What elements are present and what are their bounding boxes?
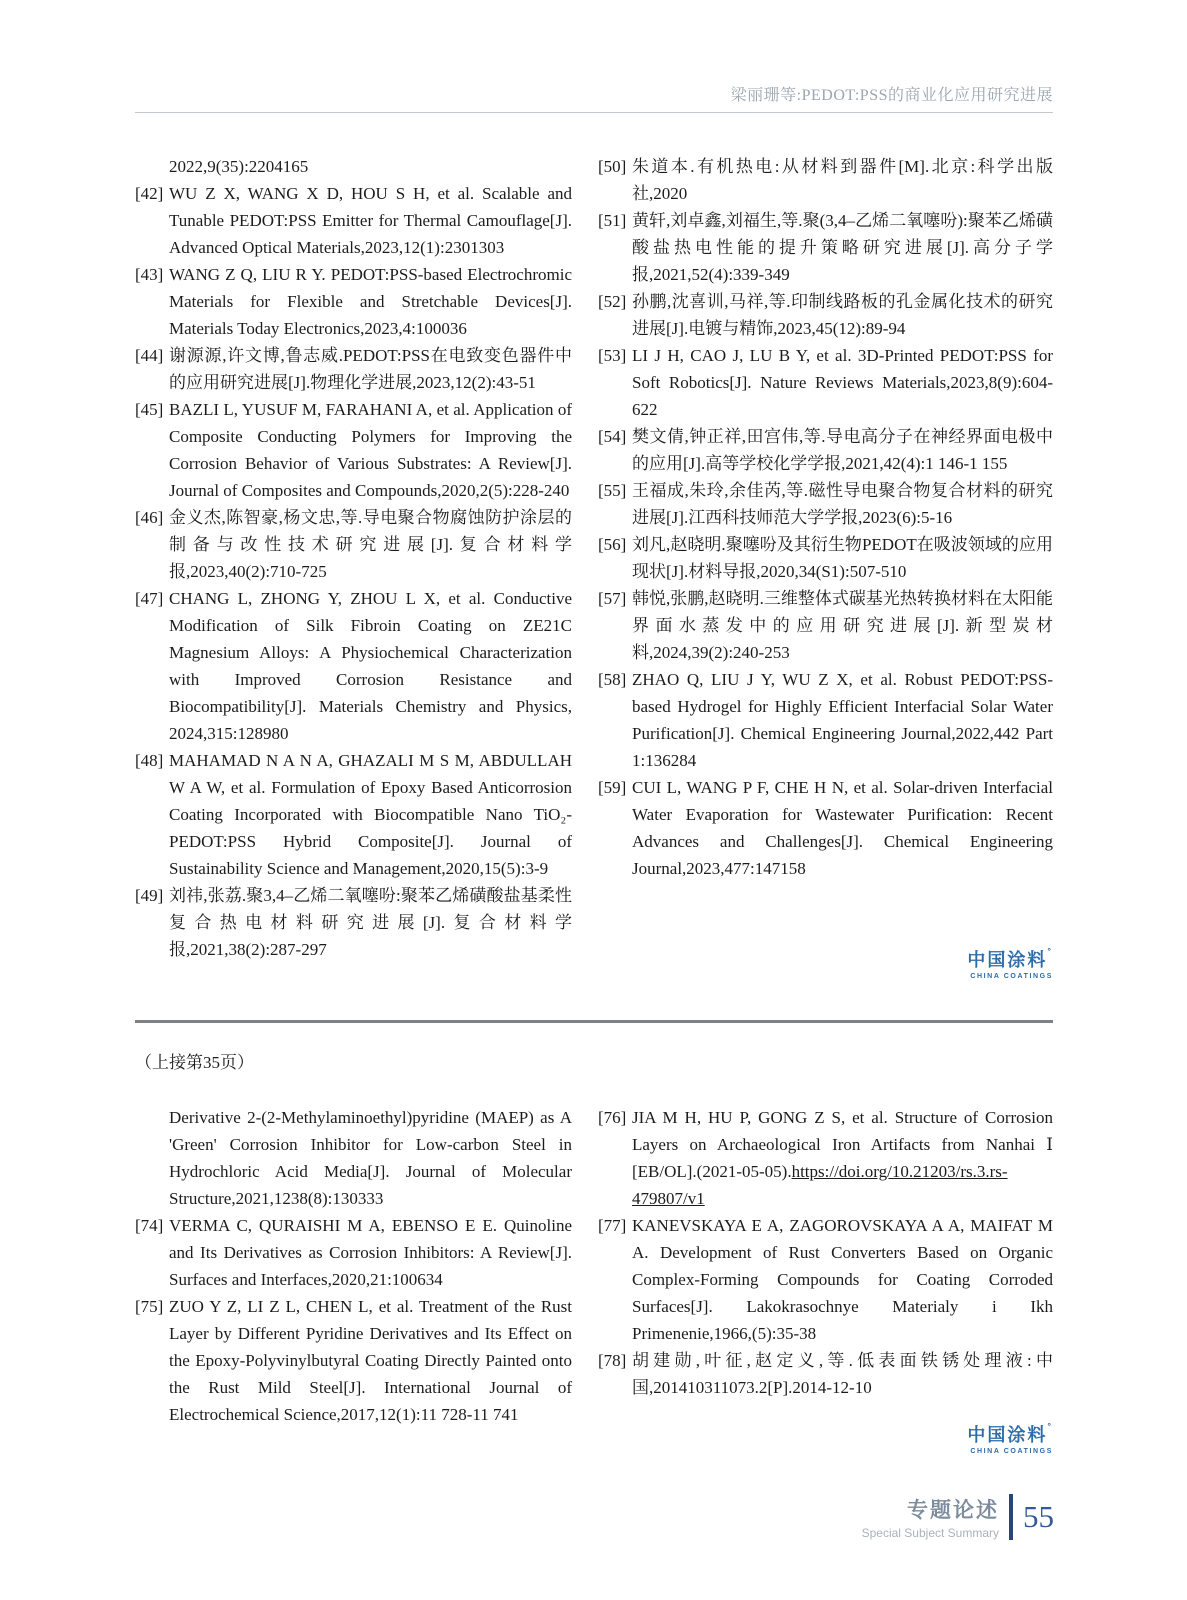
reference-item — [598, 423, 1053, 477]
reference-item — [598, 288, 1053, 342]
reference-item — [135, 1212, 572, 1293]
reference-item — [598, 207, 1053, 288]
reference-number — [135, 1104, 169, 1212]
reference-number: [46] — [135, 508, 164, 527]
top-left-column — [135, 153, 572, 980]
reference-text: 2022,9(35):2204165 — [169, 157, 309, 176]
china-coatings-logo — [598, 1421, 1053, 1455]
reference-item — [135, 882, 572, 963]
reference-item — [135, 747, 572, 882]
reference-number: [45] — [135, 400, 164, 419]
reference-text: ZUO Y Z, LI Z L, CHEN L, et al. Treatment of the Rust Layer by Different Pyridine Derivatives and Its Effect on the Epoxy-Polyvinylbutyral Coating Directly Painted onto the Rust Mild Steel[J]. International Journal of Electrochemical Science,2017,12(1):11 728-11 741 — [169, 1297, 572, 1424]
reference-item — [598, 585, 1053, 666]
reference-item — [598, 153, 1053, 207]
china-coatings-logo — [598, 946, 1053, 980]
reference-text: WU Z X, WANG X D, HOU S H, et al. Scalable and Tunable PEDOT:PSS Emitter for Thermal Camouflage[J]. Advanced Optical Materials,2023,12(1):2301303 — [169, 184, 572, 257]
reference-item — [598, 774, 1053, 882]
reference-number: [52] — [598, 292, 627, 311]
running-head: 梁丽珊等:PEDOT:PSS的商业化应用研究进展 — [730, 87, 1053, 104]
doi-link[interactable]: https://doi.org/10.21203/rs.3.rs-479807/v1 — [632, 1162, 1008, 1208]
references-section-bottom — [135, 1104, 1053, 1455]
reference-item — [598, 477, 1053, 531]
logo-text-en: CHINA COATINGS — [970, 973, 1053, 980]
reference-text: 韩悦,张鹏,赵晓明.三维整体式碳基光热转换材料在太阳能界面水蒸发中的应用研究进展[J].新型炭材料,2024,39(2):240-253 — [632, 589, 1053, 662]
reference-number: [56] — [598, 535, 627, 554]
reference-item — [135, 396, 572, 504]
logo-reg-mark: ° — [1047, 1421, 1053, 1431]
reference-text: 孙鹏,沈喜训,马祥,等.印制线路板的孔金属化技术的研究进展[J].电镀与精饰,2023,45(12):89-94 — [632, 292, 1053, 338]
reference-item — [135, 1293, 572, 1428]
reference-text: CUI L, WANG P F, CHE H N, et al. Solar-driven Interfacial Water Evaporation for Wastewater Purification: Recent Advances and Challenges[J]. Chemical Engineering Journal,2023,477:147158 — [632, 778, 1053, 878]
reference-text: MAHAMAD N A N A, GHAZALI M S M, ABDULLAH W A W, et al. Formulation of Epoxy Based Anticorrosion Coating Incorporated with Biocompatible Nano TiO₂-PEDOT:PSS Hybrid Composite[J]. Journal of Sustainability Science and Management,2020,15(5):3-9 — [169, 751, 572, 878]
reference-text: VERMA C, QURAISHI M A, EBENSO E E. Quinoline and Its Derivatives as Corrosion Inhibitors: A Review[J]. Surfaces and Interfaces,2020,21:100634 — [169, 1216, 572, 1289]
reference-number: [49] — [135, 886, 164, 905]
reference-item — [135, 585, 572, 747]
reference-text: ZHAO Q, LIU J Y, WU Z X, et al. Robust PEDOT:PSS-based Hydrogel for Highly Efficient Interfacial Solar Water Purification[J]. Chemical Engineering Journal,2022,442 Part 1:136284 — [632, 670, 1053, 770]
reference-text: 胡建勋,叶征,赵定义,等.低表面铁锈处理液:中国,201410311073.2[P].2014-12-10 — [632, 1351, 1053, 1397]
logo-text-zh: 中国涂料° — [967, 946, 1053, 970]
reference-text: Derivative 2-(2-Methylaminoethyl)pyridine (MAEP) as A 'Green' Corrosion Inhibitor for Low-carbon Steel in Hydrochloric Acid Media[J]. Journal of Molecular Structure,2021,1238(8):130333 — [169, 1108, 572, 1208]
reference-number: [44] — [135, 346, 164, 365]
logo-text-zh: 中国涂料° — [967, 1421, 1053, 1445]
bottom-right-column — [598, 1104, 1053, 1455]
reference-number: [57] — [598, 589, 627, 608]
reference-number: [55] — [598, 481, 627, 500]
top-right-column — [598, 153, 1053, 980]
reference-number: [74] — [135, 1216, 164, 1235]
reference-number: [48] — [135, 751, 164, 770]
reference-number: [75] — [135, 1297, 164, 1316]
references-section-top — [135, 153, 1053, 980]
reference-number: [59] — [598, 778, 627, 797]
reference-item — [598, 531, 1053, 585]
reference-number: [54] — [598, 427, 627, 446]
reference-text: 黄轩,刘卓鑫,刘福生,等.聚(3,4–乙烯二氧噻吩):聚苯乙烯磺酸盐热电性能的提升策略研究进展[J].高分子学报,2021,52(4):339-349 — [632, 211, 1053, 284]
reference-text: BAZLI L, YUSUF M, FARAHANI A, et al. Application of Composite Conducting Polymers for Improving the Corrosion Behavior of Various Substrates: A Review[J]. Journal of Composites and Compounds,2020,2(5):228-240 — [169, 400, 572, 500]
footer-accent-bar — [1009, 1494, 1013, 1540]
reference-number: [78] — [598, 1351, 627, 1370]
reference-item — [135, 342, 572, 396]
reference-number: [50] — [598, 157, 627, 176]
reference-number — [135, 153, 169, 180]
reference-number: [53] — [598, 346, 627, 365]
reference-text: 王福成,朱玲,余佳芮,等.磁性导电聚合物复合材料的研究进展[J].江西科技师范大学学报,2023(6):5-16 — [632, 481, 1053, 527]
reference-text: 刘凡,赵晓明.聚噻吩及其衍生物PEDOT在吸波领域的应用现状[J].材料导报,2020,34(S1):507-510 — [632, 535, 1053, 581]
reference-number: [51] — [598, 211, 627, 230]
footer-section-en: Special Subject Summary — [861, 1526, 999, 1540]
reference-number: [42] — [135, 184, 164, 203]
reference-text: 樊文倩,钟正祥,田宫伟,等.导电高分子在神经界面电极中的应用[J].高等学校化学学报,2021,42(4):1 146-1 155 — [632, 427, 1053, 473]
reference-item — [135, 504, 572, 585]
reference-text: WANG Z Q, LIU R Y. PEDOT:PSS-based Electrochromic Materials for Flexible and Stretchable Devices[J]. Materials Today Electronics,2023,4:100036 — [169, 265, 572, 338]
reference-text — [632, 1104, 1053, 1212]
reference-text: KANEVSKAYA E A, ZAGOROVSKAYA A A, MAIFAT M A. Development of Rust Converters Based on Organic Complex-Forming Compounds for Coating Corroded Surfaces[J]. Lakokrasochnye Materialy i Ikh Primenenie,1966,(5):35-38 — [632, 1216, 1053, 1343]
logo-text-en: CHINA COATINGS — [970, 1448, 1053, 1455]
reference-text: 金义杰,陈智豪,杨文忠,等.导电聚合物腐蚀防护涂层的制备与改性技术研究进展[J].复合材料学报,2023,40(2):710-725 — [169, 508, 572, 581]
bottom-left-column — [135, 1104, 572, 1455]
reference-text-part: JIA M H, HU P, GONG Z S, et al. Structure of Corrosion Layers on Archaeological Iron Artifacts from Nanhai Ⅰ [EB/OL].(2021-05-05). — [632, 1108, 1053, 1181]
reference-item — [598, 1212, 1053, 1347]
reference-item — [598, 342, 1053, 423]
logo-reg-mark: ° — [1047, 946, 1053, 956]
reference-item — [135, 180, 572, 261]
reference-number: [43] — [135, 265, 164, 284]
reference-continuation — [135, 1104, 572, 1212]
footer-section-zh: 专题论述 — [907, 1499, 999, 1522]
reference-text: CHANG L, ZHONG Y, ZHOU L X, et al. Conductive Modification of Silk Fibroin Coating on ZE21C Magnesium Alloys: A Physiochemical Characterization with Improved Corrosion Resistance and Biocompatibility[J]. Materials Chemistry and Physics, 2024,315:128980 — [169, 589, 572, 743]
reference-text: 朱道本.有机热电:从材料到器件[M].北京:科学出版社,2020 — [632, 157, 1053, 203]
reference-number: [77] — [598, 1216, 627, 1235]
reference-text: 刘祎,张荔.聚3,4–乙烯二氧噻吩:聚苯乙烯磺酸盐基柔性复合热电材料研究进展[J].复合材料学报,2021,38(2):287-297 — [169, 886, 572, 959]
page-footer — [862, 1494, 1054, 1540]
page-number: 55 — [1023, 1499, 1054, 1534]
reference-item — [598, 666, 1053, 774]
continued-from-note: （上接第35页） — [135, 1053, 254, 1072]
reference-text: 谢源源,许文博,鲁志威.PEDOT:PSS在电致变色器件中的应用研究进展[J].物理化学进展,2023,12(2):43-51 — [169, 346, 572, 392]
footer-section-titles — [862, 1494, 999, 1540]
section-divider — [135, 1020, 1053, 1023]
reference-continuation — [135, 153, 572, 180]
reference-item — [598, 1104, 1053, 1212]
reference-text: LI J H, CAO J, LU B Y, et al. 3D-Printed PEDOT:PSS for Soft Robotics[J]. Nature Reviews Materials,2023,8(9):604-622 — [632, 346, 1053, 419]
reference-number: [58] — [598, 670, 627, 689]
reference-number: [47] — [135, 589, 164, 608]
reference-item — [135, 261, 572, 342]
reference-number: [76] — [598, 1108, 627, 1127]
reference-item — [598, 1347, 1053, 1401]
header-rule — [135, 112, 1053, 113]
